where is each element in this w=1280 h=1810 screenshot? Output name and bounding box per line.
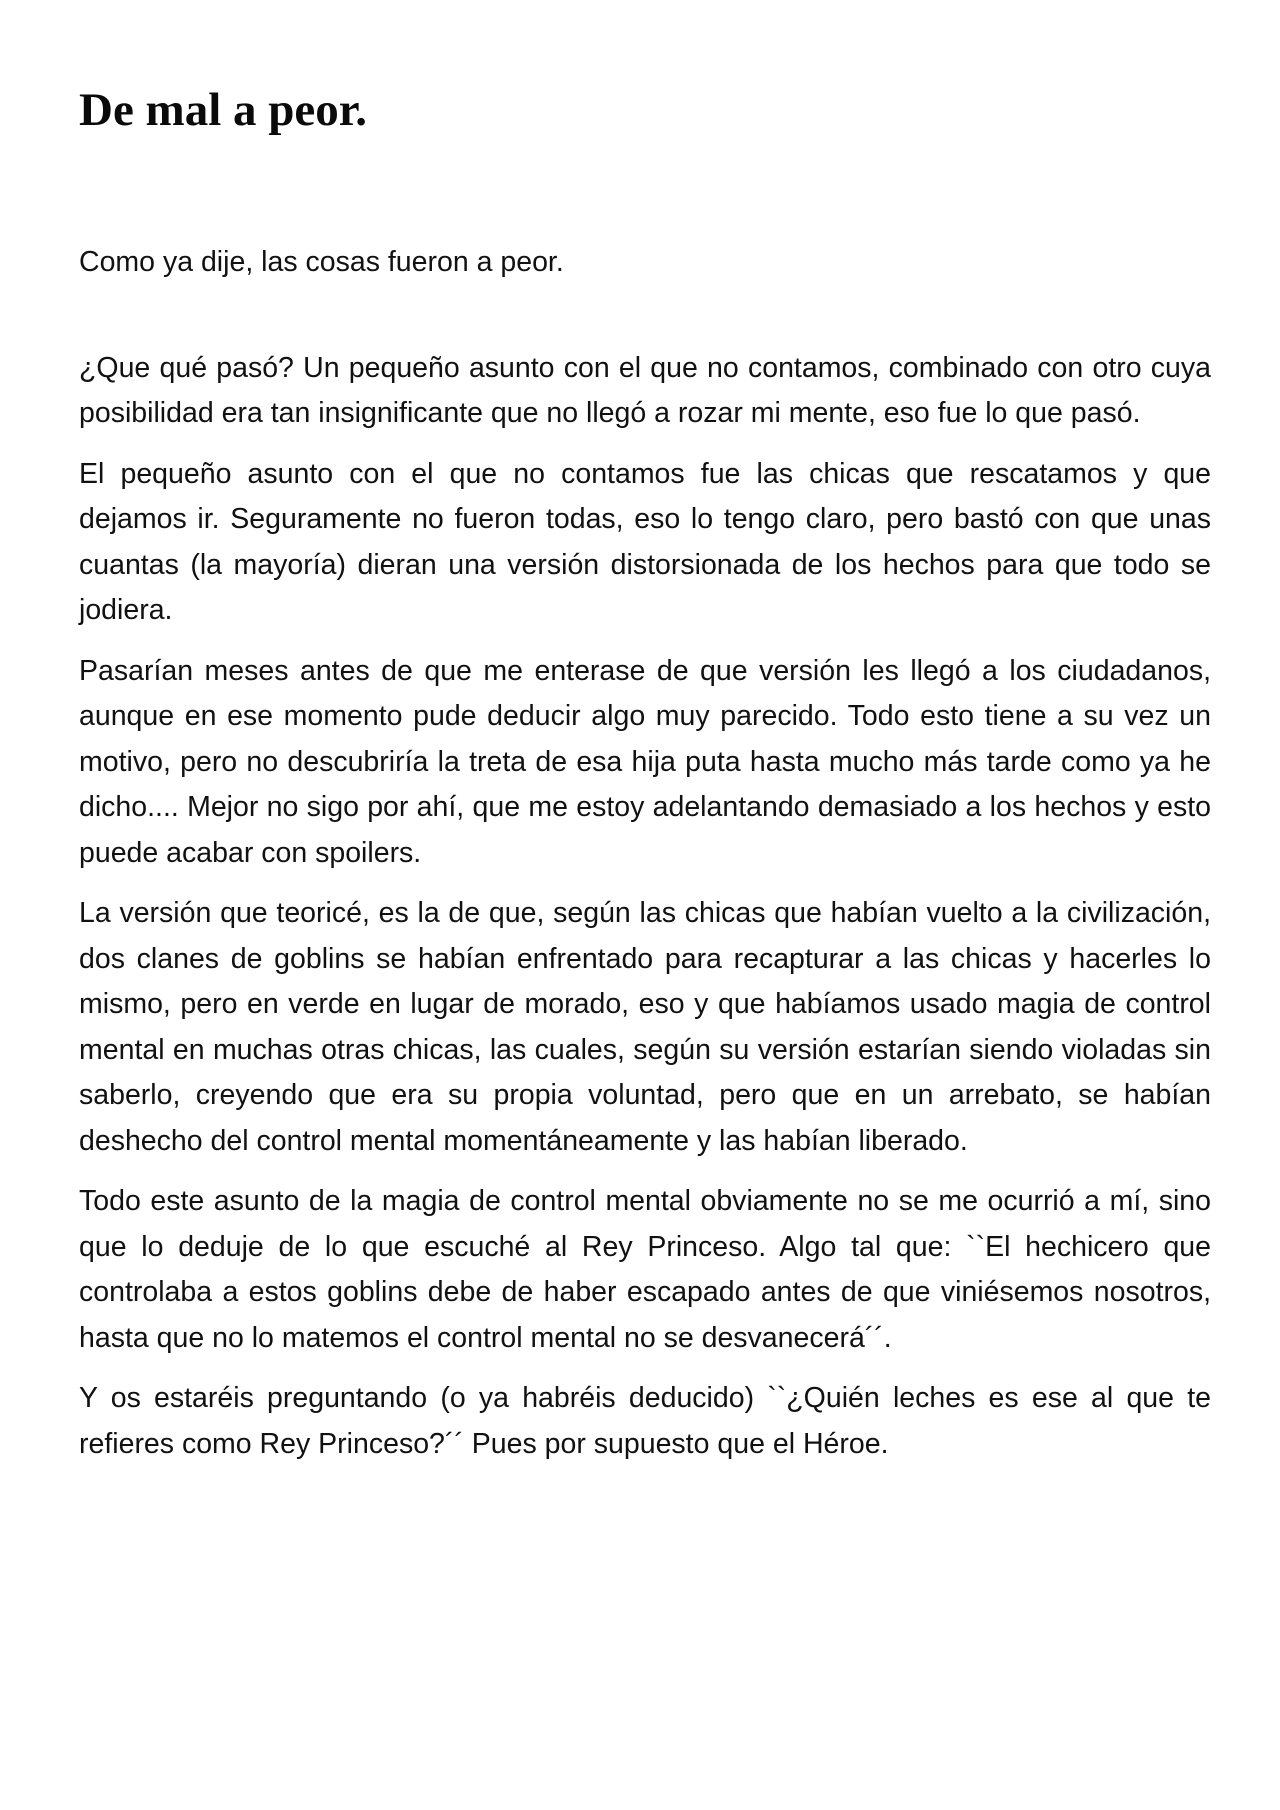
paragraph-2: ¿Que qué pasó? Un pequeño asunto con el que no contamos, combinado con otro cuya posibilidad era tan insignificante que no llegó a rozar mi mente, eso fue lo que pasó.: [79, 351, 1211, 429]
paragraph-1: Como ya dije, las cosas fueron a peor.: [79, 246, 564, 278]
paragraph-7: Y os estaréis preguntando (o ya habréis deducido) ``¿Quién leches es ese al que te refieres como Rey Princeso?´´ Pues por supuesto que el Héroe.: [79, 1382, 1211, 1460]
paragraph-3: El pequeño asunto con el que no contamos fue las chicas que rescatamos y que dejamos ir. Seguramente no fueron todas, eso lo tengo claro, pero bastó con que unas cuantas (la mayoría) dieran una versión distorsionada de los hechos para que todo se jodiera.: [79, 457, 1211, 626]
chapter-body: [79, 240, 1211, 1482]
paragraph-4: Pasarían meses antes de que me enterase de que versión les llegó a los ciudadanos, aunque en ese momento pude deducir algo muy parecido. Todo esto tiene a su vez un motivo, pero no descubriría la treta de esa hija puta hasta mucho más tarde como ya he dicho.... Mejor no sigo por ahí, que me estoy adelantando demasiado a los hechos y esto puede acabar con spoilers.: [79, 654, 1211, 869]
paragraph-5: La versión que teoricé, es la de que, según las chicas que habían vuelto a la civilización, dos clanes de goblins se habían enfrentado para recapturar a las chicas y hacerles lo mismo, pero en verde en lugar de morado, eso y que habíamos usado magia de control mental en muchas otras chicas, las cuales, según su versión estarían siendo violadas sin saberlo, creyendo que era su propia voluntad, pero que en un arrebato, se habían deshecho del control mental momentáneamente y las habían liberado.: [79, 897, 1211, 1157]
paragraph-6: Todo este asunto de la magia de control mental obviamente no se me ocurrió a mí, sino que lo deduje de lo que escuché al Rey Princeso. Algo tal que: ``El hechicero que controlaba a estos goblins debe de haber escapado antes de que viniésemos nosotros, hasta que no lo matemos el control mental no se desvanecerá´´.: [79, 1185, 1211, 1354]
chapter-title: De mal a peor.: [79, 84, 368, 136]
